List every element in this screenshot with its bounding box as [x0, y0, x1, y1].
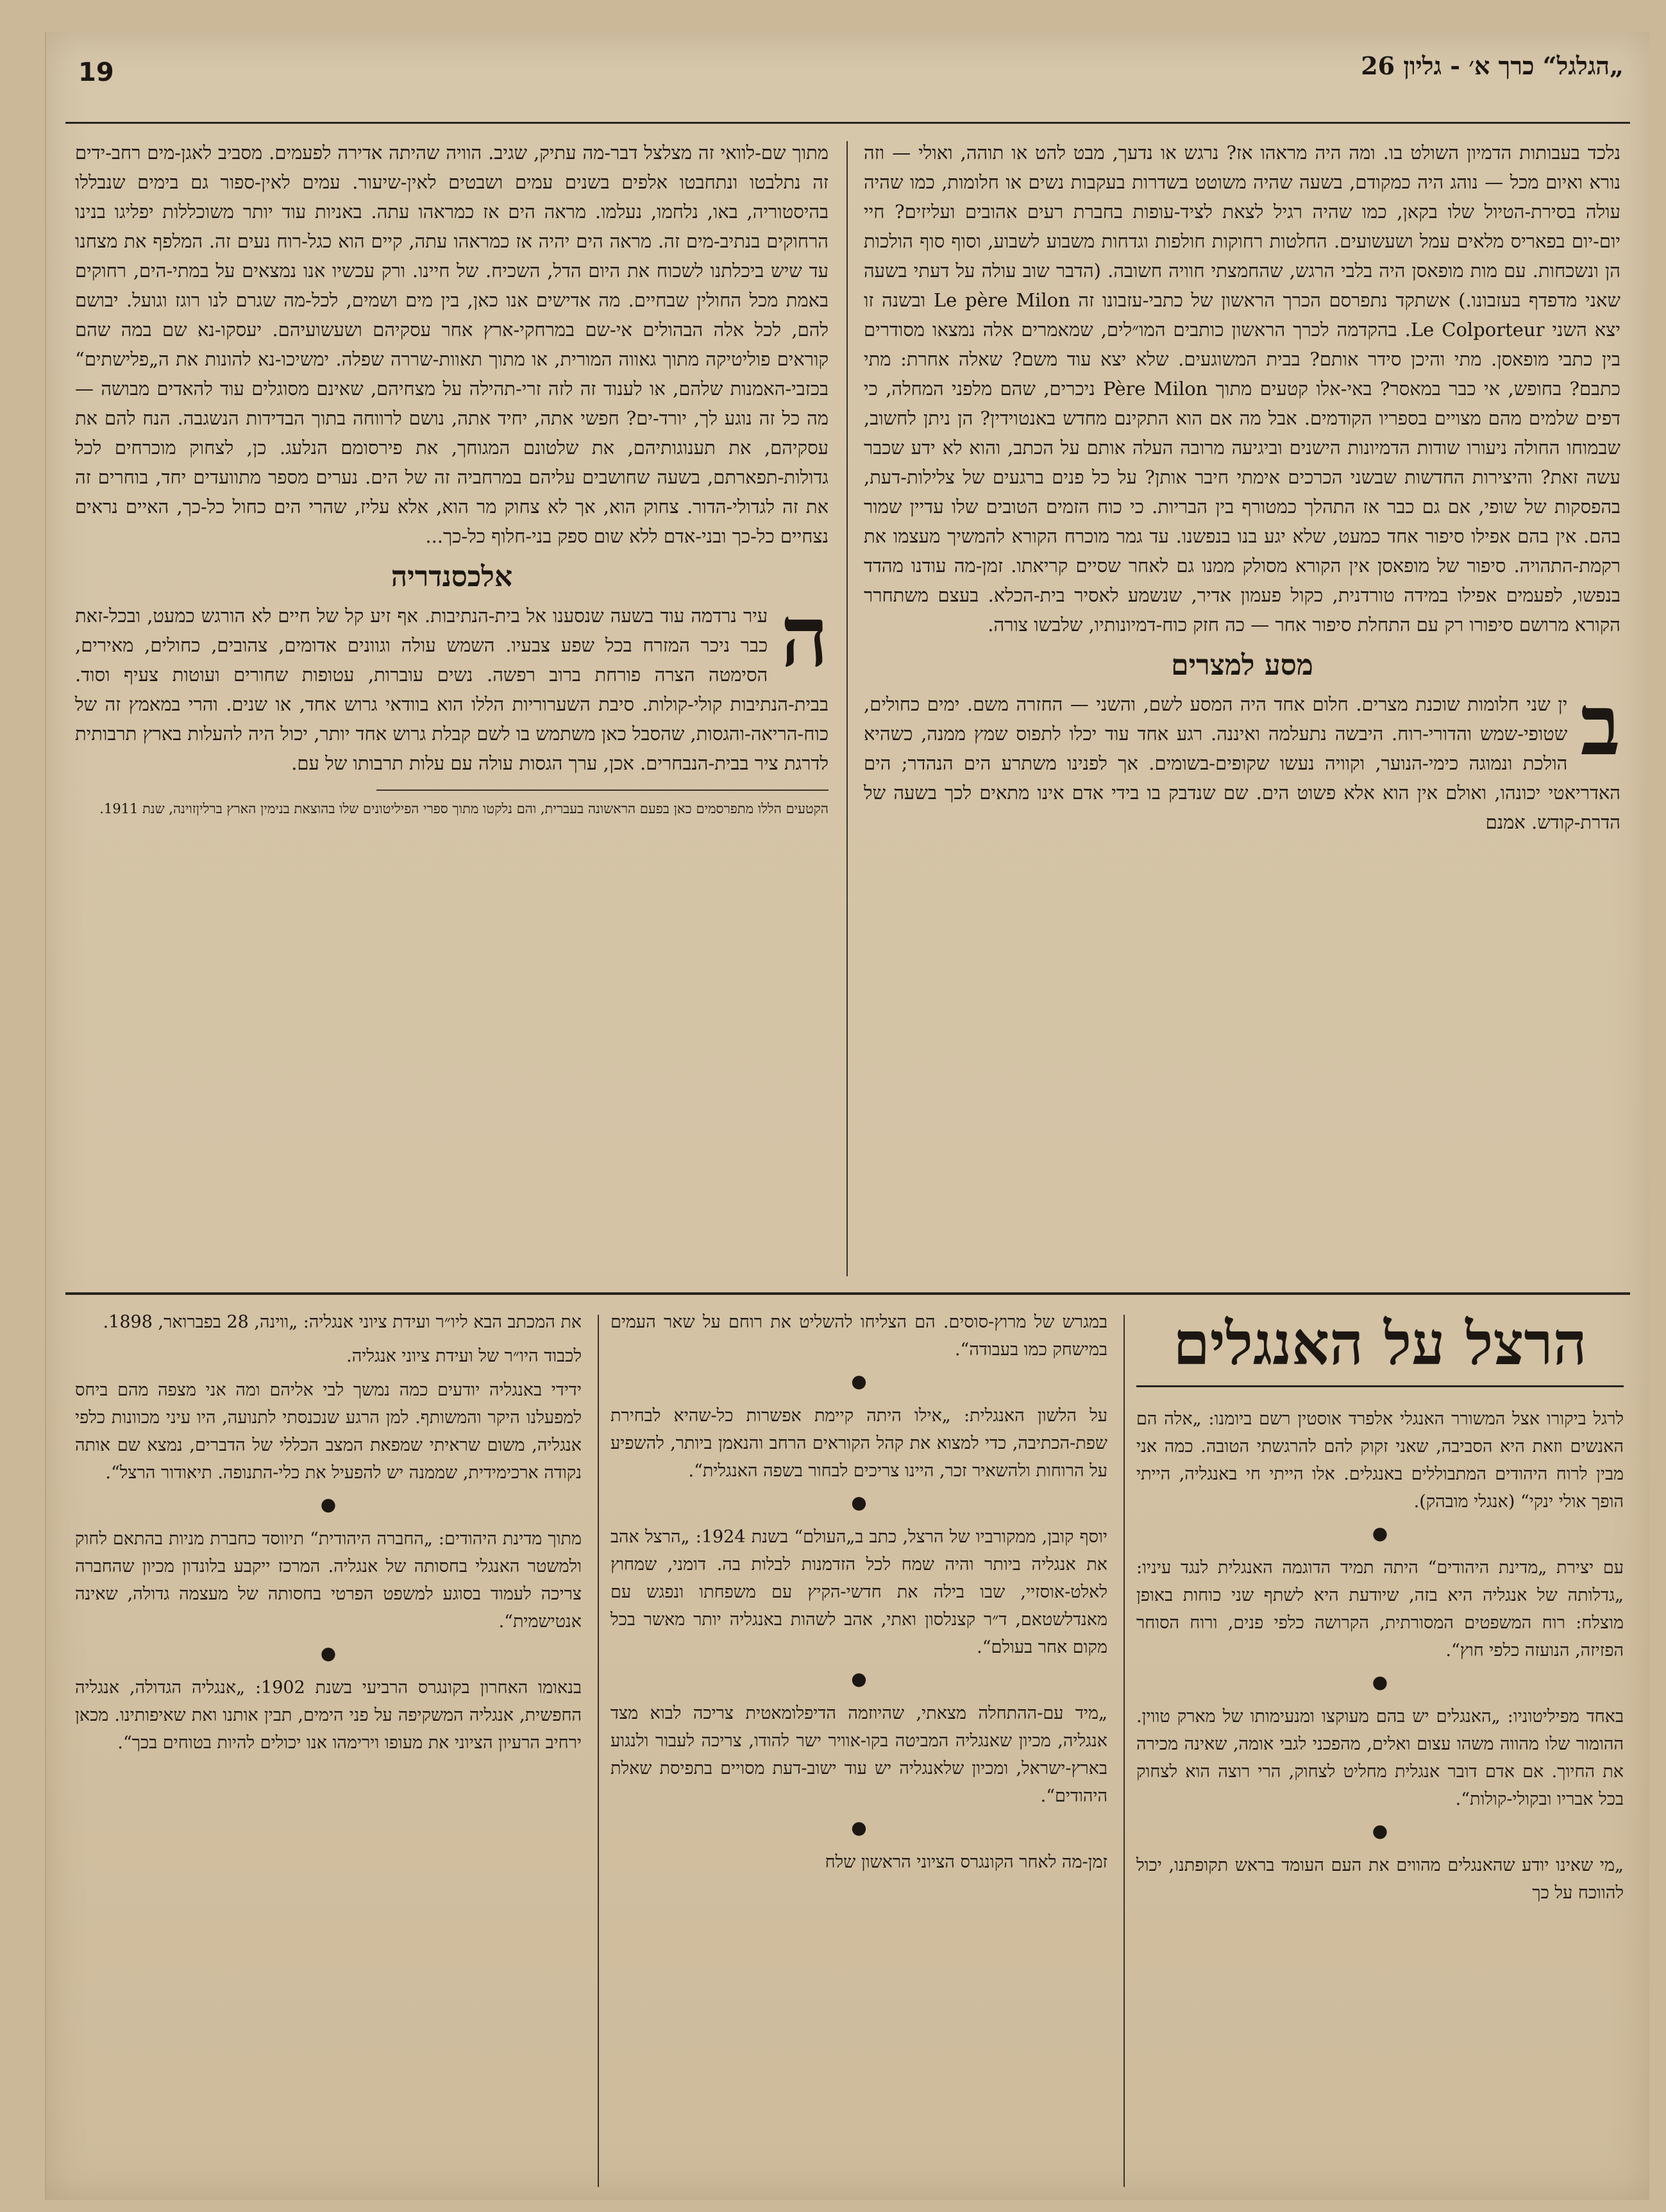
section-text: ין שני חלומות שוכנת מצרים. חלום אחד היה המסע לשם, והשני — החזרה משם. ימים כחולים, שטופי-שמש והדורי-רוח. היבשה נתעלמה ואיננה. רגע אחד עוד יכלו לתפוס שמץ ממנה, כשהיא הולכת ונמוגה כימי-הנוער, וקוויה נעשו שקופים-בשומים. אך לפנינו משתרע הים הנהדר; הים האדריאטי יכונהו, ואולם אין הוא אלא פשוט הים. שם שנדבק בו בידי אדם אינו מתאים לכך בשעה של הדרת-קודש. אמנם [864, 693, 1620, 833]
section-text: עיר נרדמה עוד בשעה שנסענו אל בית-הנתיבות. אף זיע קל של חיים לא הורגש כמעט, ובכל-זאת כבר ניכר המזרח בכל שפע צבעיו. השמש עולה וגוונים אדומים, צהובים, כחולים, מאירים, הסימטה הצרה פורחת ברוב רפשה. נשים עוברות, עטופות שחורים ועוטות צעיף וסוד. בבית-הנתיבות קולי-קולות. סיבת השערוריות הללו הוא בוודאי גרוש אחד, או שנים. והרי במאמץ זה של כוח-הריאה-והגסות, שהסבל כאן משתמש בו לשם קבלת גרוש אחד יותר, יכול היה להעלות בארץ תרבותית לדרגת ציר בבית-הנבחרים. אכן, ערך הגסות עולה עם עלות תרבותו של עם. [75, 605, 829, 774]
article-paragraph: מתוך שם-לוואי זה מצלצל דבר-מה עתיק, שגיב. הוויה שהיתה אדירה לפעמים. מסביב לאגן-מים רחב-ידים זה נתלבטו ונתחבטו אלפים בשנים עמים ושבטים לאין-שיעור. עמים לאין-ספור גם בימים שנבללו בהיסטוריה, באו, נלחמו, נעלמו. מראה הים אז כמראהו עתה. באניות עוד יותר משוכללות יפליגו בנינו הרחוקים בנתיב-מים זה. מראה הים יהיה אז כמראהו עתה, קיים הוא כגל-רוח נעים זה. המלפף את מצחנו עד שיש ביכלתנו לשכוח את היום הדל, השכיח. של חיינו. ורק עכשיו אנו נמצאים על במתי-הים, רחוקים באמת מכל החולין שבחיים. מה אדישים אנו כאן, בין מים ושמים, לכל-מה שגרם לנו רוגז וגועל. יבושם להם, לכל אלה הבהולים אי-שם במרחקי-ארץ אחר עסקיהם ושעשועיהם. יעסקו-נא שם במה שהם קוראים פוליטיקה מתוך גאווה המורית, או מתוך תאוות-שררה שפלה. ימשיכו-נא להונות את ה„פלישתים“ בכזבי-האמנות שלהם, או לענוד זה לזה זרי-תהילה על מצחיהם, שאינם מסוגלים עוד להאדים מבושה — מה כל זה נוגע לך, יורד-ים? חפשי אתה, יחיד אתה, נושם לרווחה בתוך הבדידות הנשגבה. הנח להם את עסקיהם, את תענוגותיהם, את שלטונם המגוחך, את פירסומם הנלעג. כן, לצחוק מוכרחים לכל גדולות-תפארתם, בשעה שחושבים עליהם במרחביה זה של הים. נערים מספר מתוועדים יחד, בוחרים זה את זה לגדולי-הדור. צחוק הוא, אך לא צחוק מר הוא, אלא עליז, שהרי הים כחול כל-כך, האיים נראים נצחיים כל-כך ובני-אדם ללא שום ספק בני-חלוף כל-כך... [75, 142, 829, 547]
drop-cap: ה [780, 587, 829, 686]
column-divider [1123, 1315, 1125, 2187]
article-paragraph: „מי שאינו יודע שהאנגלים מהווים את העם העומד בראש תקופתנו, יכול להווכח על כך [1136, 1855, 1624, 1903]
article-title: הרצל על האנגלים [1136, 1308, 1624, 1387]
article-paragraph: לרגל ביקורו אצל המשורר האנגלי אלפרד אוסטין רשם ביומנו: „אלה הם האנשים וזאת היא הסביבה, שאני זקוק להם להרגשתי הטובה. כמה אני מבין לרוח היהודים המתבוללים באנגלים. אלו הייתי חי באנגליה, הייתי הופך אולי ינקי“ (אנגלי מובהק). [1136, 1409, 1624, 1512]
column-divider [846, 141, 848, 1276]
article-column-bottom-left [75, 1308, 582, 1757]
separator-dot: ● [320, 1642, 337, 1664]
article-paragraph: נלכד בעבותות הדמיון השולט בו. ומה היה מראהו אז? נרגש או נדעך, מבט להט או תוהה, ואולי — וזה נורא ואיום מכל — נוהג היה כמקודם, בשעה שהיה משוטט בשדרות בעקבות נשים או חלומות, כמו שהיה עולה בסירת-הטיול שלו בקאן, כמו שהיה רגיל לצאת לציד-עופות בחברת רעים אהובים ועליזים? חיי יום-יום בפאריס מלאים עמל ושעשועים. החלטות רחוקות חולפות וגדחות משבוע לשבוע, וסוף סוף הולכות הן ונשכחות. עם מות מופאסן היה בלבי הרגש, שהחמצתי חוויה חשובה. (הדבר שוב עולה על דעתי בשעה שאני מדפדף בעזבונו.) אשתקד נתפרסם הכרך הראשון של כתבי-עזבונו זה Le père Milon ובשנה זו יצא השני Le Colporteur. בהקדמה לכרך הראשון כותבים המו״לים, שמאמרים אלה נמצאו מסודרים בין כתבי מופאסן. מתי והיכן סידר אותם? בבית המשוגעים. שלא יצא עוד משם? שאלה אחרת: מתי כתבם? בחופש, אי כבר במאסר? באי-אלו קטעים מתוך Père Milon ניכרים, שהם מלפני המחלה, כי דפים שלמים מהם מצויים בספריו הקודמים. אבל מה אם הוא התקינם מחדש באנטוידין? הן ניתן לחשוב, שבמוחו החולה ניעורו שודות הדמיונות הישנים וביגיעה מרובה העלה אותם על הכתב, והוא לא ידע שכבר עשה זאת? והיצירות החדשות שבשני הכרכים אימתי חיבר אותן? על כל פנים ברגעים של צלילות-דעת, בהפסקות של שופי, אם גם כבר אז התהלך כמטורף בין הבריות. כי כוח הזמים הטובים שלו עדיין שמור בהם. אין בהם אפילו סיפור אחד כמעט, שלא יגע בנו בנפשנו. עד גמר מוכרח הקורא להמשיך מעצמו את רקמת-התהויה. סיפור של מופאסן אין הקורא מסולק ממנו גם לאחר שסיים קריאתו. זמן-מה עודנו מהדד בנפשו, לפעמים אפילו במידה טורדנית, כקול פעמון אדיר, שנשמע לאסיר בית-הכלא. בעצם משתחרר הקורא מרושם סיפורו רק עם התחלת סיפור אחר — כה חזק כוח-דמיונותיו, שלבשו צורה. [864, 142, 1620, 636]
article-paragraph: באחד מפיליטוניו: „האנגלים יש בהם מעוקצו ומנעימותו של מארק טווין. ההומור שלו מהווה משהו עצום ואלים, מהפכני לגבי אומה, שאינה מכירה את החיוך. אם אדם דובר אנגלית מחליט לצחוק, הרי רוצה הוא לצחוק בכל אבריו ובקולי-קולות“. [1136, 1707, 1624, 1809]
section-paragraph [75, 587, 829, 778]
separator-dot: ● [851, 1492, 867, 1513]
header-rule [65, 122, 1630, 124]
article-paragraph: ידידי באנגליה יודעים כמה נמשך לבי אליהם ומה אני מצפה מהם ביחס למפעלנו היקר והמשותף. למן הרגע שנכנסתי לתנועה, היו עיני מכוונות כלפי אנגליה, משום שראיתי שמפאת המצב הכללי של הדברים, נמצא שם אותה נקודה ארכימידית, שממנה יש להפעיל את כלי-התנופה. תיאודור הרצל“. [75, 1380, 582, 1483]
article-column-bottom-right [1136, 1308, 1624, 1907]
separator-dot: ● [320, 1494, 337, 1515]
newspaper-page [45, 32, 1649, 2200]
article-paragraph: יוסף קובן, ממקורביו של הרצל, כתב ב„העולם“ בשנת 1924: „הרצל אהב את אנגליה ביותר והיה שמח לכל הזדמנות לבלות בה. דומני, שמחוץ לאלט-אוסזיי, שבו בילה את חדשי-הקיץ עם משפחתו ונפגש עם מאנדלשטאם, ד״ר קצנלסון ואתי, אהב לשהות באנגליה יותר מאשר בכל מקום אחר בעולם“. [610, 1527, 1107, 1657]
article-column-bottom-middle [610, 1308, 1107, 1876]
article-paragraph: על הלשון האנגלית: „אילו היתה קיימת אפשרות כל-שהיא לבחירת שפת-הכתיבה, כדי למצוא את קהל הקוראים הרחב והנאמן ביותר, להשפיע על הרוחות ולהשאיר זכר, היינו צריכים לבחור בשפה האנגלית“. [610, 1406, 1107, 1481]
article-paragraph: זמן-מה לאחר הקונגרס הציוני הראשון שלח [825, 1852, 1107, 1872]
article-paragraph: עם יצירת „מדינת היהודים“ היתה תמיד הדוגמה האנגלית לנגד עיניו: „גדלותה של אנגליה היא בזה, שיודעת היא לשתף שני כוחות באופן מוצלח: רוח המשפטים המסורתית, הקרושה כלפי פנים, ורוח הסוחר הפזיזה, הנועזה כלפי חוץ“. [1136, 1558, 1624, 1660]
drop-cap: ב [1580, 676, 1620, 774]
running-header: „הגלגל“ כרך א׳ - גליון 26 [1361, 51, 1624, 80]
article-paragraph: בנאומו האחרון בקונגרס הרביעי בשנת 1902: „אנגליה הגדולה, אנגליה החפשית, אנגליה המשקיפה על פני הימים, תבין אותנו ואת שאיפותינו. מכאן ירחיב הרעיון הציוני את מעופו וירימהו אנו יכולים להיות בטוחים בכך“. [75, 1678, 582, 1753]
article-column-top-left [75, 138, 829, 820]
separator-dot: ● [1372, 1820, 1388, 1841]
article-paragraph: את המכתב הבא ליו״ר ועידת ציוני אנגליה: „ווינה, 28 בפברואר, 1898. [103, 1312, 582, 1332]
footnote-rule [376, 789, 829, 791]
article-column-top-right [864, 138, 1620, 837]
separator-dot: ● [851, 1817, 867, 1838]
section-paragraph [864, 676, 1620, 837]
article-paragraph: „מיד עם-ההתחלה מצאתי, שהיוזמה הדיפלומאטית צריכה לבוא מצד אנגליה, מכיון שאנגליה המביטה בקו-אוויר ישר להודו, צריכה לעבור ולנגוע בארץ-ישראל, ומכיון שלאנגליה יש עוד ישוב-דעת מסויים בתפיסת שאלת היהודים“. [610, 1703, 1107, 1806]
separator-dot: ● [851, 1371, 867, 1392]
separator-dot: ● [1372, 1671, 1388, 1693]
section-title-egypt: מסע למצרים [1171, 649, 1313, 682]
separator-dot: ● [1372, 1523, 1388, 1544]
page-number: 19 [78, 58, 114, 87]
section-title-alexandria: אלכסנדריה [391, 561, 513, 593]
article-paragraph: במגרש של מרוץ-סוסים. הם הצליחו להשליט את רוחם על שאר העמים במישחק כמו בעבודה“. [610, 1312, 1107, 1360]
article-paragraph: לכבוד היו״ר של ועידת ציוני אנגליה. [346, 1346, 582, 1366]
column-divider [598, 1315, 599, 2187]
separator-dot: ● [851, 1668, 867, 1689]
section-divider [65, 1292, 1630, 1295]
article-paragraph: מתוך מדינת היהודים: „החברה היהודית“ תיווסד כחברת מניות בהתאם לחוק ולמשטר האנגלי בחסותה של אנגליה. המרכז ייקבע בלונדון מכיון שהחברה צריכה לעמוד בסוגע למשפט הפרטי בחסותה של מעצמה גדולה, שאינה אנטישמית“. [75, 1529, 582, 1632]
footnote: הקטעים הללו מתפרסמים כאן בפעם הראשונה בעברית, והם נלקטו מתוך ספרי הפיליטונים שלו בהוצאת בנימין הארץ ברליןזוינה, שנת 1911. [99, 801, 829, 816]
